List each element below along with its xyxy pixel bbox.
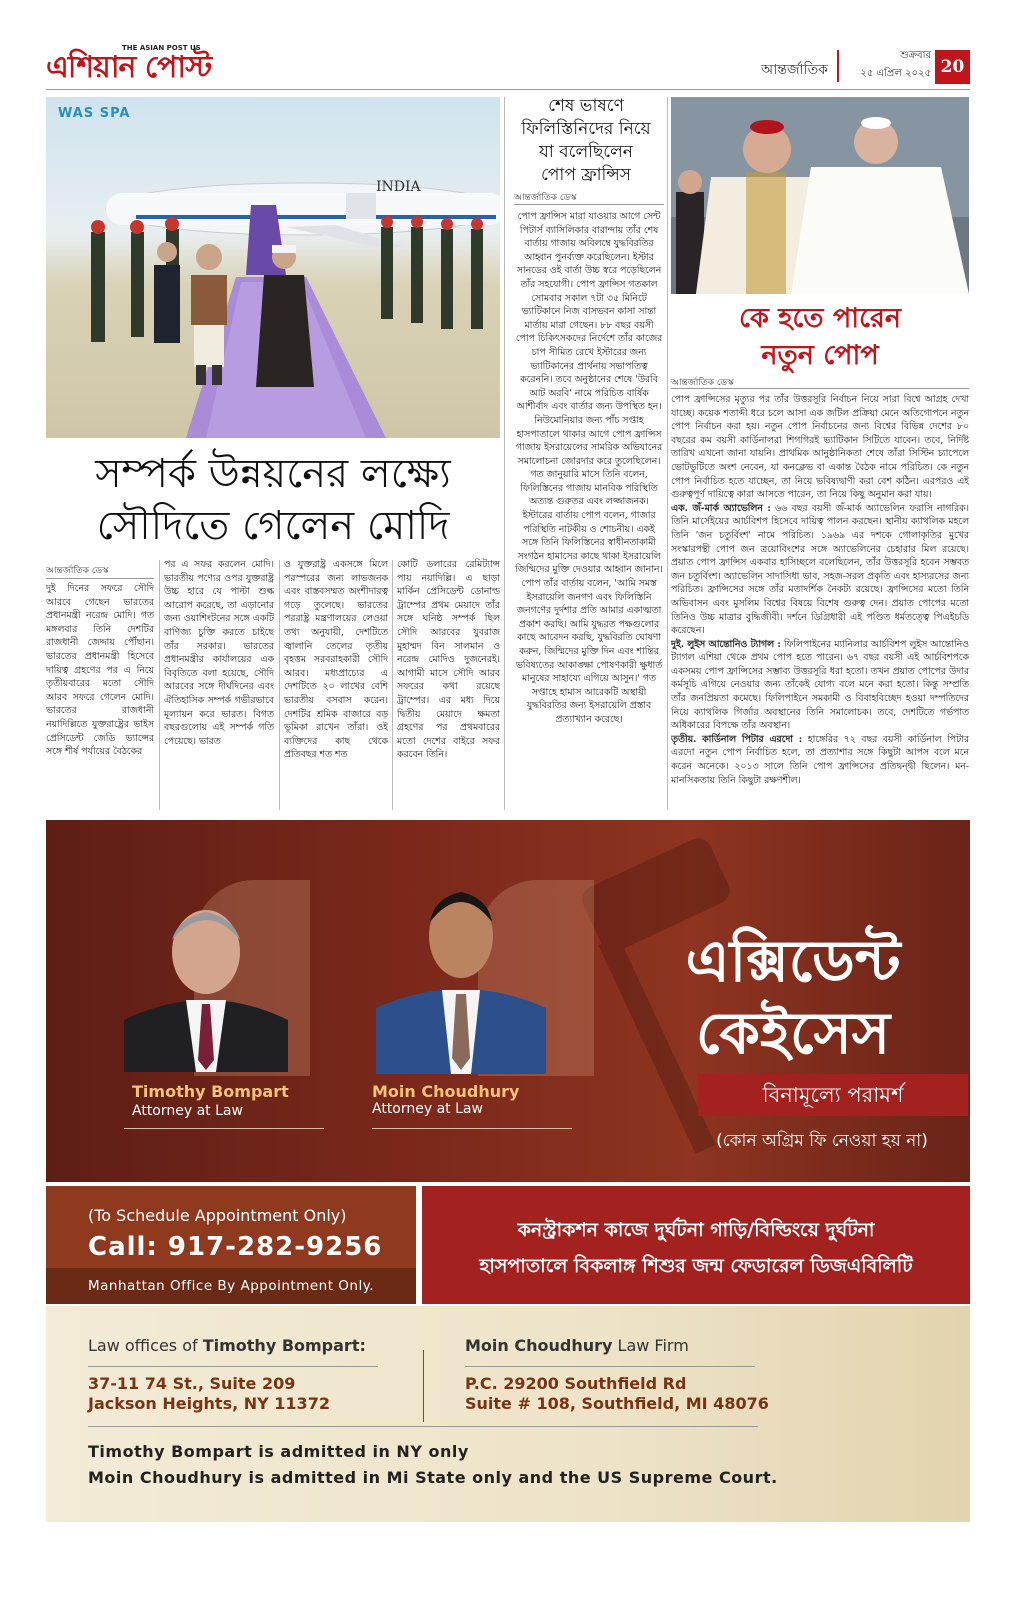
schedule-note: (To Schedule Appointment Only): [88, 1206, 347, 1225]
candidate1-label: এক. জঁ-মার্ক অ্যাভেলিন :: [671, 502, 771, 514]
cardinals-illustration: [671, 97, 969, 294]
ad-hero-panel: [46, 820, 970, 1182]
modi-arrival-photo: [46, 97, 500, 438]
admission-note2: Moin Choudhury is admitted in Mi State only and the US Supreme Court.: [88, 1468, 778, 1487]
cardinals-photo: [671, 97, 969, 294]
ad-title-line1: এক্সিডেন্ট: [685, 927, 901, 995]
office-note: Manhattan Office By Appointment Only.: [46, 1268, 416, 1304]
attorney1-portrait: [124, 900, 288, 1072]
column-divider: [159, 560, 160, 810]
office-divider: [423, 1350, 424, 1422]
column-divider: [392, 560, 393, 810]
new-pope-intro: পোপ ফ্রান্সিসের মৃত্যুর পর তাঁর উত্তরসূরি নির্বাচন নিয়ে সারা বিশ্বে আগ্রহ দেখা যাচ্ছে। কয়েক শতাব্দী ধরে চলে আসা এক জটিল প্রক্রিয়া মেনে অতিগোপনে নতুন পোপ নির্বাচন করা হয়। নতুন পোপ নির্বাচনের জন্য বিশ্বের বিভিন্ন দেশের ৮০ বছরের কম বয়সী কার্ডিনালরা শিগগিরই ভ্যাটিকান সিটিতে যাবেন। তবে, নির্দিষ্ট তারিখ এখনো জানা যায়নি। প্রাথমিক আনুষ্ঠানিকতা শেষে তাঁরা সিস্টিন চ্যাপেলে ভোটভুটিতে অংশ নেবেন, যা কনক্লেভ বা একান্ত বৈঠক নামে পরিচিত। কে নতুন পোপ নির্বাচিত হতে যাচ্ছেন, তা নিয়ে ভবিষ্যদ্বাণী করা বেশ কঠিন। এরপরও এই গুরুত্বপূর্ণ দায়িত্বে কারা আসতে পারেন, তা নিয়ে কিছু অনুমান করা যায়।: [671, 394, 969, 501]
new-pope-headline-line1: কে হতে পারেন: [739, 303, 901, 334]
office2-address-line1: P.C. 29200 Southfield Rd: [465, 1374, 687, 1393]
candidate3-text: হাঙ্গেরির ৭২ বছর বয়সী কার্ডিনাল পিটার এরদো নতুন পোপ নির্বাচিত হলে, তা প্রত্যাশার সঙ্গে কিছুটা আপস বলে মনে করেন অনেকে। ২০১৩ সালে তিনি পোপ ফ্রান্সিসের প্রতিদ্বন্দ্বী ছিলেন। মন-মানসিকতায় তিনি কিছুটা রক্ষণশীল।: [671, 733, 969, 786]
admission-note1: Timothy Bompart is admitted in NY only: [88, 1442, 469, 1461]
office1-prefix: Law offices of: [88, 1336, 203, 1355]
saudi-headline-line1: সম্পর্ক উন্নয়নের লক্ষ্যে: [95, 451, 451, 497]
candidate3-label: তৃতীয়. কার্ডিনাল পিটার এরদো :: [671, 733, 803, 745]
column-divider: [504, 97, 505, 810]
case-types-panel: [422, 1186, 970, 1304]
pope-speech-headline[interactable]: [508, 95, 664, 187]
law-firm-advertisement[interactable]: [46, 820, 970, 1522]
office2-label: [465, 1336, 689, 1355]
new-pope-headline-line2: নতুন পোপ: [761, 340, 879, 371]
newspaper-logo[interactable]: [46, 46, 211, 86]
pope-speech-headline-line1: শেষ ভাষণে: [548, 96, 624, 116]
office2-address[interactable]: [465, 1374, 769, 1414]
ad-title-line2: কেইসেস: [695, 999, 891, 1067]
office2-underline: [465, 1366, 755, 1367]
saudi-headline-line2: সৌদিতে গেলেন মোদি: [96, 503, 450, 549]
new-pope-body: [671, 393, 969, 810]
new-pope-headline[interactable]: [671, 300, 969, 374]
logo-text: এশিয়ান পোস্ট: [46, 50, 212, 85]
issue-day: শুক্রবার: [900, 50, 931, 61]
office-info-panel: [46, 1306, 970, 1522]
office1-label: [88, 1336, 366, 1355]
free-consultation-badge[interactable]: বিনামূল্যে পরামর্শ: [698, 1074, 968, 1116]
phone-number[interactable]: Call: 917-282-9256: [88, 1232, 383, 1262]
office1-name: Timothy Bompart:: [202, 1336, 366, 1355]
svg-text:INDIA: INDIA: [376, 179, 421, 195]
page-number: 20: [935, 50, 970, 84]
case-types-line1: কনস্ট্রাকশন কাজে দুর্ঘটনা গাড়ি/বিল্ডিংয়ে দুর্ঘটনা: [517, 1219, 875, 1241]
candidate2-label: দুই. লুইস আন্তোনিও ট্যাগল :: [671, 638, 781, 650]
attorney2-role: Attorney at Law: [372, 1101, 483, 1117]
attorney2-underline: [372, 1128, 572, 1129]
modi-arrival-illustration: [46, 97, 500, 438]
office1-address-line1: 37-11 74 St., Suite 209: [88, 1374, 296, 1393]
pope-speech-desk: আন্তর্জাতিক ডেস্ক: [514, 193, 577, 203]
desk-underline: [46, 578, 154, 579]
desk-underline: [671, 388, 969, 389]
issue-date: ২৫ এপ্রিল ২০২৫: [860, 68, 931, 79]
office1-address[interactable]: [88, 1374, 330, 1414]
header-divider: [837, 50, 839, 82]
office1-underline: [88, 1366, 378, 1367]
new-pope-desk: আন্তর্জাতিক ডেস্ক: [671, 378, 734, 388]
office2-name: Moin Choudhury: [465, 1336, 613, 1355]
attorney2-portrait: [376, 878, 546, 1074]
masthead: [46, 44, 970, 90]
attorney1-underline: [124, 1128, 324, 1129]
case-types-line2: হাসপাতালে বিকলাঙ্গ শিশুর জন্ম ফেডারেল ডিজএবিলিটি: [479, 1255, 913, 1277]
pope-speech-headline-line4: পোপ ফ্রান্সিস: [540, 165, 632, 185]
column-divider: [667, 97, 668, 810]
desk-underline: [514, 204, 664, 205]
candidate2-text: ফিলিপাইনের ম্যানিলার আর্চবিশপ লুইস আন্তোনিও ট্যাগল এশিয়া থেকে প্রথম পোপ হতে পারেন। ৬৭ বছর বয়সী এই আর্চবিশপকে একসময় পোপ ফ্রান্সিসের সম্ভাব্য উত্তরসূরি ধরা হতো। তখন প্রয়াত পোপের উদার কর্মসূচি এগিয়ে নেওয়ার জন্য তাঁকেই যোগ্য বলে মনে করা হতো। কিন্তু সম্প্রতি তাঁর জনপ্রিয়তা কমেছে। ফিলিপাইনে সমকামী ও বিবাহবিচ্ছেদ হওয়া দম্পতিদের নিয়ে ক্যাথলিক গির্জার অবস্থানের তিনি সমালোচক। তবে, দেশটিতে গর্ভপাত অধিকারের বিপক্ষে তাঁর অবস্থান।: [671, 638, 969, 732]
attorney1-name: Timothy Bompart: [132, 1082, 289, 1101]
office1-address-line2: Jackson Heights, NY 11372: [88, 1394, 330, 1413]
attorney1-photo: [124, 900, 288, 1072]
section-name: আন্তর্জাতিক: [761, 62, 828, 78]
saudi-article-headline[interactable]: [46, 448, 500, 552]
photo-watermark: WAS SPA: [58, 106, 131, 121]
call-panel[interactable]: [46, 1186, 416, 1304]
logo-english-text: THE ASIAN POST US: [122, 44, 201, 52]
pope-speech-headline-line2: ফিলিস্তিনিদের নিয়ে: [521, 119, 651, 139]
office2-suffix: Law Firm: [612, 1336, 689, 1355]
attorney2-photo: [376, 878, 546, 1074]
attorney1-role: Attorney at Law: [132, 1103, 243, 1119]
admit-divider: [88, 1426, 758, 1427]
office2-address-line2: Suite # 108, Southfield, MI 48076: [465, 1394, 769, 1413]
no-fee-note: (কোন অগ্রিম ফি নেওয়া হয় না): [716, 1131, 928, 1151]
saudi-article-col4: কোটি ডলারের রেমিট্যান্স পায় নয়াদিল্লি। এ ছাড়া মার্কিন প্রেসিডেন্ট ডোনাল্ড ট্রাম্পের প্রথম মেয়াদে তাঁর সঙ্গে ঘনিষ্ঠ সম্পর্ক ছিল সৌদি আরবের যুবরাজ মুহাম্মদ বিন সালমান ও নরেন্দ্র মোদিও দুজনেরই। আগামী মাসে সৌদি আরব সফরের কথা রয়েছে ট্রাম্পের। এর মধ্য দিয়ে দ্বিতীয় মেয়াদে ক্ষমতা গ্রহণের পর প্রথমবারের মতো দেশের বাইরে সফর করবেন তিনি।: [397, 559, 500, 761]
ad-title: [658, 925, 928, 1069]
pope-speech-headline-line3: যা বলেছিলেন: [539, 142, 633, 162]
column-divider: [279, 560, 280, 810]
saudi-article-col2: পর এ সফর করলেন মোদি। ভারতীয় পণ্যের ওপর যুক্তরাষ্ট্র উচ্চ হারে যে পাল্টা শুল্ক আরোপ করেছে, তা এড়ানোর জন্য ওয়াশিংটনের সঙ্গে একটি বাণিজ্য চুক্তি করতে চাইছে তাঁর সরকার। ভারতের প্রধানমন্ত্রীর কার্যালয়ের এক বিবৃতিতে বলা হয়েছে, সৌদি আরবের সঙ্গে দীর্ঘদিনের এবং ঐতিহাসিক সম্পর্ক গভীরভাবে মূল্যায়ন করে ভারত। বিগত বছরগুলোয় এই সম্পর্ক গতি পেয়েছে। ভারত: [164, 559, 274, 747]
pope-speech-body: পোপ ফ্রান্সিস মারা যাওয়ার আগে সেন্ট পিটার্স ব্যাসিলিকার বারান্দায় তাঁর শেষ বার্তায় গাজায় অবিলম্বে যুদ্ধবিরতির আহ্বান পুনর্ব্যক্ত করেছিলেন। ইস্টার সানডের ওই বার্তা উচ্চ স্বরে পড়েছিলেন তাঁর সহযোগী। পোপ ফ্রান্সিস গতকাল সোমবার সকাল ৭টা ৩৫ মিনিটে ভ্যাটিকানে নিজ বাসভবন কাসা সান্তা মার্তায় মারা গেছেন। ৮৮ বছর বয়সী পোপ চিকিৎসকদের নির্দেশে তাঁর কাজের চাপ সীমিত রেখে ইস্টারের জন্য ভ্যাটিকানের প্রার্থনায় সভাপতিত্ব করেননি। তবে অনুষ্ঠানের শেষে 'উরবি আট অরবি' নামে পরিচিত বার্ষিক আশীর্বাদ এবং বার্তার জন্য উপস্থিত হন। নিউমোনিয়ার জন্য পাঁচ সপ্তাহ হাসপাতালে থাকার আগে পোপ ফ্রান্সিস গাজায় ইসরায়েলের সামরিক অভিযানের সমালোচনা জোরদার করে তুলেছিলেন। গত জানুয়ারি মাসে তিনি বলেন, ফিলিস্তিনের গাজায় মানবিক পরিস্থিতি অত্যন্ত গুরুতর এবং লজ্জাজনক। ইস্টারের বার্তায় পোপ বলেন, গাজার পরিস্থিতি নাটকীয় ও শোচনীয়। একই সঙ্গে তিনি ফিলিস্তিনের স্বাধীনতাকামী সংগঠন হামাসের কাছে থাকা ইসরায়েলি জিম্মিদের মুক্তি দেওয়ার আহ্বান জানান। পোপ তাঁর বার্তায় বলেন, 'আমি সমস্ত ইসরায়েলি জনগণ এবং ফিলিস্তিনি জনগণের দুর্দশার প্রতি আমার একাত্মতা প্রকাশ করছি। আমি যুদ্ধরত পক্ষগুলোর কাছে আবেদন করছি, যুদ্ধবিরতি ঘোষণা করুন, জিম্মিদের মুক্তি দিন এবং শান্তির ভবিষ্যতের আকাঙ্ক্ষা পোষণকারী ক্ষুধার্ত মানুষের সাহায্যে এগিয়ে আসুন।' গত সপ্তাহে হামাস আরেকটি অস্থায়ী যুদ্ধবিরতির জন্য ইসরায়েলি প্রস্তাব প্রত্যাখ্যান করেছে।: [515, 211, 663, 725]
candidate1-text: ৬৬ বছর বয়সী জঁ-মার্ক অ্যাভেলিন ফরাসি নাগরিক। তিনি মার্সেইয়ের আর্চবিশপ হিসেবে দায়িত্ব পালন করছেন। স্থানীয় ক্যাথলিক মহলে তিনি 'জন চতুর্বিংশ' নামে পরিচিত। ১৯৬৯ এর দশকে গোলাকৃতির মুখের সংস্কারপন্থী পোপ জন ত্রয়োবিংশের সঙ্গে অ্যাভেলিনের চেহারার মিল রয়েছে। প্রয়াত পোপ ফ্রান্সিস একবার হাসিচ্ছলে বলেছিলেন, তাঁর উত্তরসূরি হবেন সম্ভবত জন চতুর্বিংশ। অ্যাভেলিন সাদাসিধা ভাব, সহজ-সরল প্রকৃতি এবং হাস্যরসের জন্য পরিচিত। ফ্রান্সিসের সঙ্গে তাঁর মতাদর্শিক নৈকট্য রয়েছে। ফ্রান্সিসের মতো তিনি অভিবাসন এবং মুসলিম বিশ্বের বিষয়ে বিশেষ গুরুত্ব দেন। প্রয়াত পোপের মতো তিনিও উচ্চ মাত্রার বুদ্ধিজীবী। দর্শনে ডিগ্রিধারী এই পণ্ডিত ধর্মতত্ত্বে পিএইচডি করেছেন।: [671, 502, 969, 637]
saudi-article-col1: দুই দিনের সফরে সৌদি আরবে গেছেন ভারতের প্রধানমন্ত্রী নরেন্দ্র মোদি। গত মঙ্গলবার তিনি দেশটির রাজধানী জেদ্দায় পৌঁছান। ভারতের প্রধানমন্ত্রী হিসেবে দায়িত্ব গ্রহণের পর এ নিয়ে তৃতীয়বারের মতো সৌদি আরব সফরে গেলেন মোদি। ভারতের রাজধানী নয়াদিল্লিতে যুক্তরাষ্ট্রের ভাইস প্রেসিডেন্ট জেডি ভ্যান্সের সঙ্গে শীর্ষ পর্যায়ের বৈঠকের: [46, 583, 154, 758]
saudi-article-desk: আন্তর্জাতিক ডেস্ক: [46, 566, 109, 576]
attorney2-name: Moin Choudhury: [372, 1082, 520, 1101]
saudi-article-col3: ও যুক্তরাষ্ট্র একসঙ্গে মিলে পরস্পরের জন্য লাভজনক এবং বাস্তবসম্মত অংশীদারত্ব গড়ে তুলেছে। ভারতের পররাষ্ট্র মন্ত্রণালয়ের লেওয়া তথ্য অনুযায়ী, দেশটিতে জ্বালানি তেলের তৃতীয় বৃহত্তম সরবরাহকারী সৌদি আরব। মধ্যপ্রাচ্যের এ দেশটিতে ২০ লাখের বেশি ভারতীয় বসবাস করেন। দেশটির শ্রমিক বাজারে বড় ভূমিকা রাখেন তাঁরা। ওই ব্যক্তিদের কাছ থেকে প্রতিবছর শত শত: [284, 559, 388, 761]
